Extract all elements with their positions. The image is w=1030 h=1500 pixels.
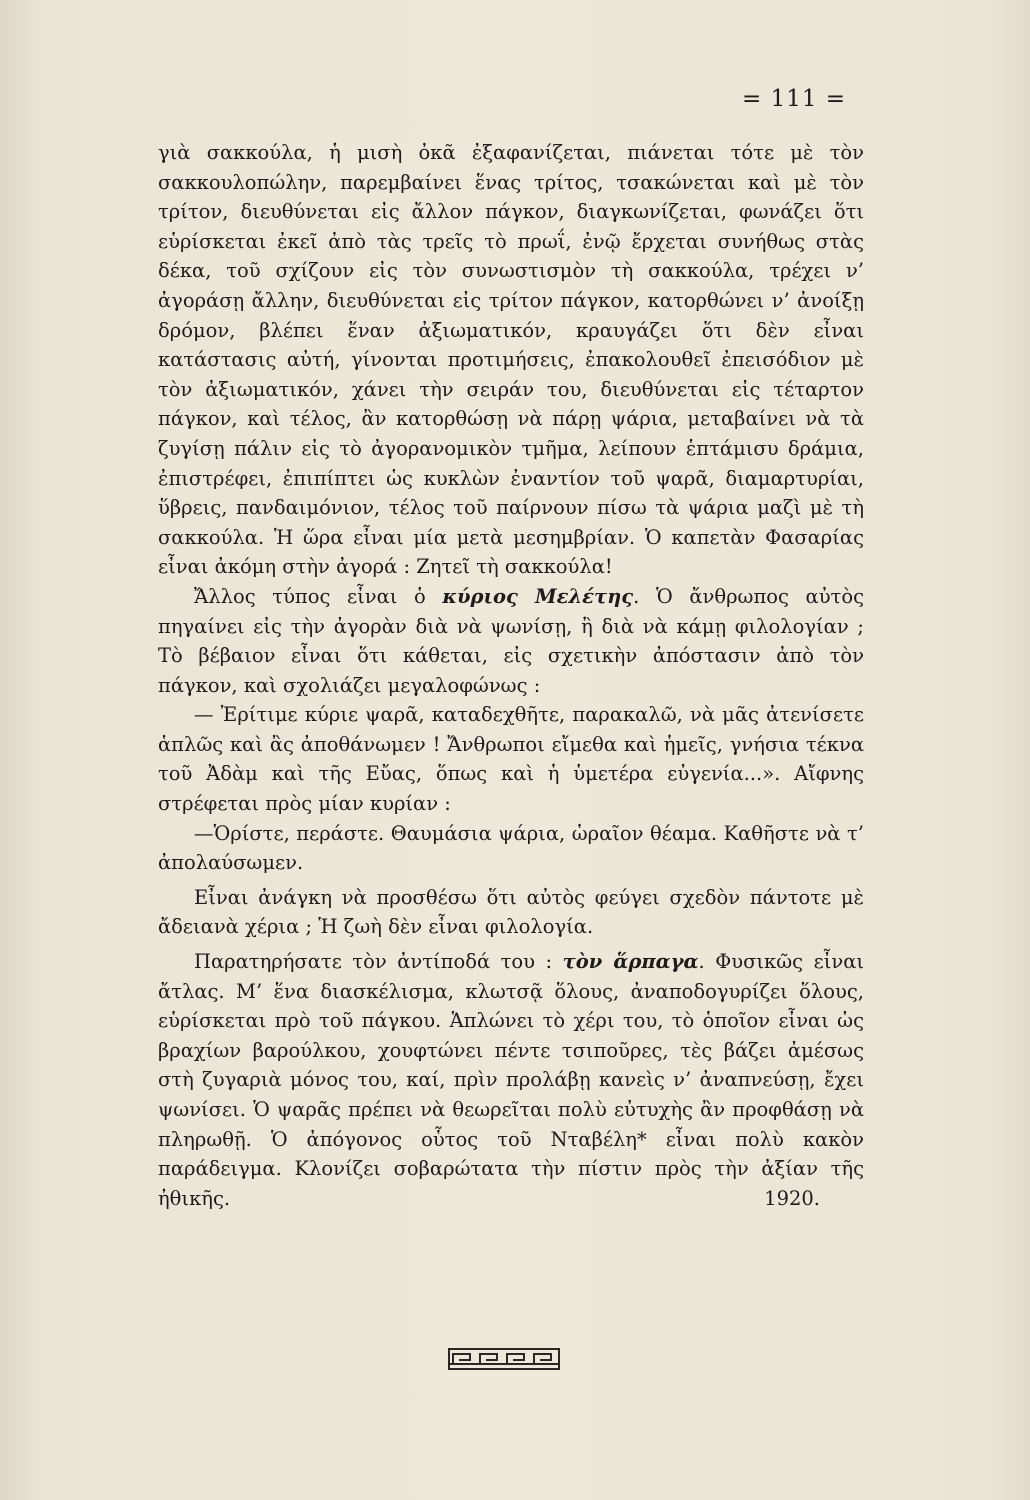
paragraph-2 (158, 582, 864, 700)
paragraph-6 (158, 947, 864, 1213)
date-stamp: 1920. (764, 1186, 820, 1210)
paragraph-3: — Ἐρίτιμε κύριε ψαρᾶ, καταδεχθῆτε, παρακαλῶ, νὰ μᾶς ἀτενίσετε ἁπλῶς καὶ ἂς ἀποθάνωμεν ! Ἄνθρωποι εἴμεθα καὶ ἡμεῖς, γνήσια τέκνα τοῦ Ἀδὰμ καὶ τῆς Εὔας, ὅπως καὶ ἡ ὑμετέρα εὐγενία...». Αἴφνης στρέφεται πρὸς μίαν κυρίαν : (158, 703, 864, 816)
paragraph-2-text-after: . Ὁ ἄνθρωπος αὐτὸς πηγαίνει εἰς τὴν ἀγορὰν διὰ νὰ ψωνίσῃ, ἢ διὰ νὰ κάμῃ φιλολογίαν ; Τὸ βέβαιον εἶναι ὅτι κάθεται, εἰς σχετικὴν ἀπόστασιν ἀπὸ τὸν πάγκον, καὶ σχολιάζει μεγαλοφώνως : (158, 584, 864, 697)
paragraph-1: γιὰ σακκούλα, ἡ μισὴ ὀκᾶ ἐξαφανίζεται, πιάνεται τότε μὲ τὸν σακκουλοπώλην, παρεμβαίνει ἕνας τρίτος, τσακώνεται καὶ μὲ τὸν τρίτον, διευθύνεται εἰς ἄλλον πάγκον, διαγκωνίζεται, φωνάζει ὅτι εὑρίσκεται ἐκεῖ ἀπὸ τὰς τρεῖς τὸ πρωΐ, ἐνῷ ἔρχεται συνήθως στὰς δέκα, τοῦ σχίζουν εἰς τὸν συνωστισμὸν τὴ σακκούλα, τρέχει ν’ ἀγοράσῃ ἄλλην, διευθύνεται εἰς τρίτον πάγκον, κατορθώνει ν’ ἀνοίξῃ δρόμον, βλέπει ἕναν ἀξιωματικόν, κραυγάζει ὅτι δὲν εἶναι κατάστασις αὐτή, γίνονται προτιμήσεις, ἐπακολουθεῖ ἐπεισόδιον μὲ τὸν ἀξιωματικόν, χάνει τὴν σειράν του, διευθύνεται εἰς τέταρτον πάγκον, καὶ τέλος, ἂν κατορθώσῃ νὰ πάρῃ ψάρια, μεταβαίνει νὰ τὰ ζυγίσῃ πάλιν εἰς τὸ ἀγορανομικὸν τμῆμα, λείπουν ἑπτάμισυ δράμια, ἐπιστρέφει, ἐπιπίπτει ὡς κυκλὼν ἐναντίον τοῦ ψαρᾶ, διαμαρτυρίαι, ὕβρεις, πανδαιμόνιον, τέλος τοῦ παίρνουν πίσω τὰ ψάρια μαζὶ μὲ τὴ σακκούλα. Ἡ ὥρα εἶναι μία μετὰ μεσημβρίαν. Ὁ καπετὰν Φασαρίας εἶναι ἀκόμη στὴν ἀγορά : Ζητεῖ τὴ σακκούλα! (158, 141, 864, 579)
paragraph-6-text-before: Παρατηρήσατε τὸν ἀντίποδά του : (194, 950, 563, 974)
paragraph-6-text-after: . Φυσικῶς εἶναι ἄτλας. Μ’ ἕνα διασκέλισμα, κλωτσᾷ ὅλους, ἀναποδογυρίζει ὅλους, εὑρίσκεται πρὸ τοῦ πάγκου. Ἁπλώνει τὸ χέρι του, τὸ ὁποῖον εἶναι ὡς βραχίων βαρούλκου, χουφτώνει πέντε τσιποῦρες, τὲς βάζει ἀμέσως στὴ ζυγαριὰ μόνος του, καί, πρὶν προλάβῃ κανεὶς ν’ ἀναπνεύσῃ, ἔχει ψωνίσει. Ὁ ψαρᾶς πρέπει νὰ θεωρεῖται πολὺ εὐτυχὴς ἂν προφθάσῃ νὰ πληρωθῇ. Ὁ ἀπόγονος οὗτος τοῦ Νταβέλη* εἶναι πολὺ κακὸν παράδειγμα. Κλονίζει σοβαρώτατα τὴν πίστιν πρὸς τὴν ἀξίαν τῆς ἠθικῆς. (158, 950, 865, 1210)
greek-key-ornament-icon (448, 1348, 560, 1370)
page-number: = 111 = (742, 86, 847, 112)
term-arpagas: τὸν ἅρπαγα (562, 950, 699, 974)
body-text (158, 138, 864, 1213)
paragraph-4: —Ὁρίστε, περάστε. Θαυμάσια ψάρια, ὡραῖον θέαμα. Καθῆστε νὰ τ’ ἀπολαύσωμεν. (158, 821, 864, 875)
paragraph-2-text-before: Ἄλλος τύπος εἶναι ὁ (194, 584, 443, 608)
term-kyrios-meletis: κύριος Μελέτης (442, 584, 634, 608)
paragraph-5: Εἶναι ἀνάγκη νὰ προσθέσω ὅτι αὐτὸς φεύγει σχεδὸν πάντοτε μὲ ἄδειανὰ χέρια ; Ἡ ζωὴ δὲν εἶναι φιλολογία. (158, 885, 864, 939)
